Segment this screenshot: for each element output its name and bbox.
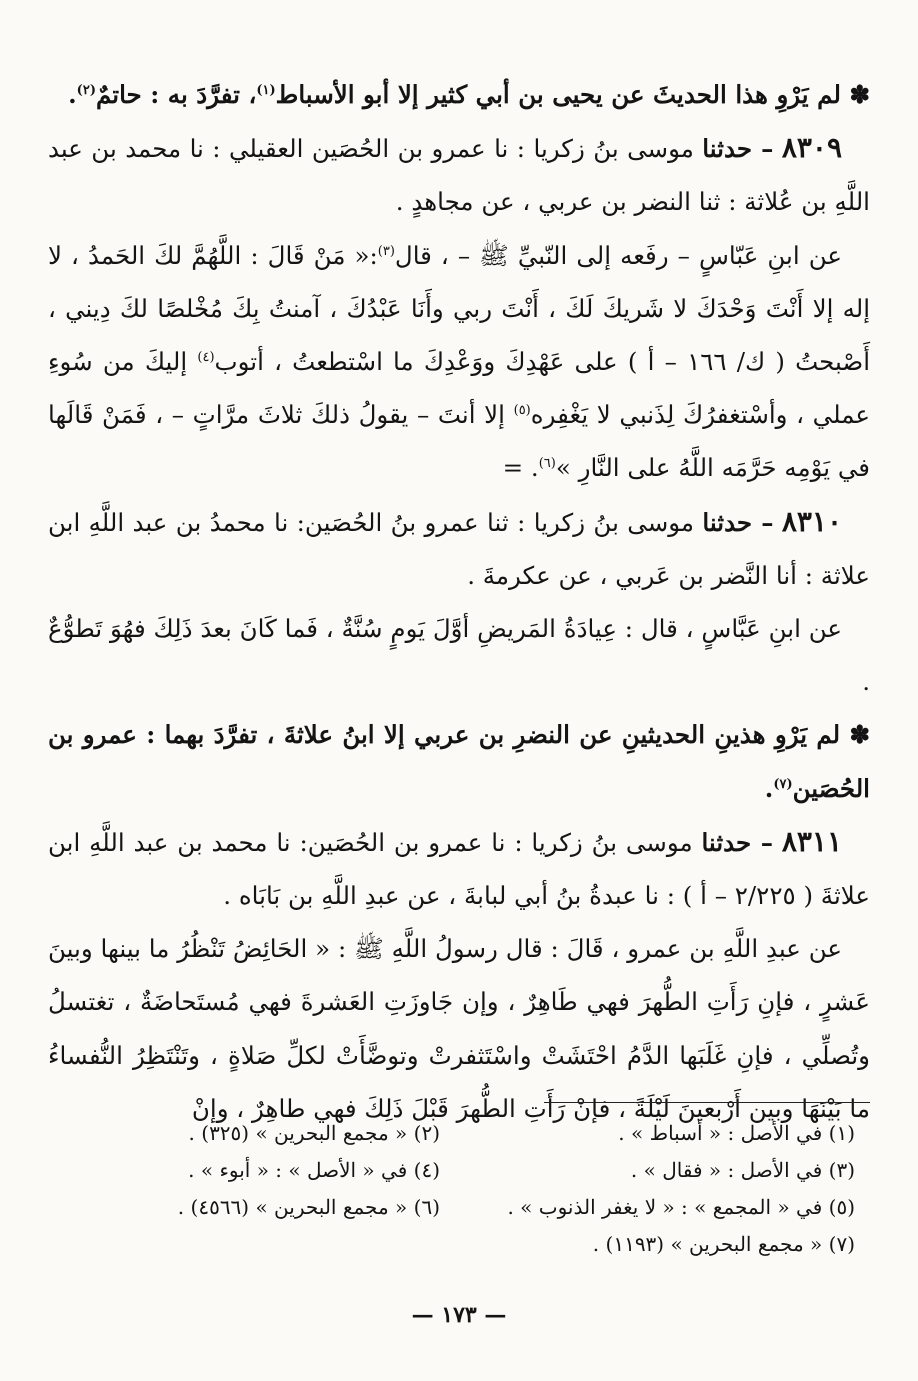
remark-paragraph — [48, 68, 870, 121]
footnote-text: في « الأصل » : « أبوء » . — [188, 1158, 408, 1182]
footnote-divider — [544, 1102, 870, 1103]
page-number: — ١٧٣ — — [411, 1302, 507, 1328]
footnote-ref: (٥) — [513, 403, 531, 419]
footnote-number: (٣) — [828, 1158, 855, 1182]
remark-text: . — [68, 80, 77, 109]
footnote-number: (٦) — [413, 1195, 440, 1219]
matn-text: إلا أنتَ – يقولُ ذلكَ ثلاثَ مرَّاتٍ – ، فَمَنْ قَالَها في يَوْمِه حَرَّمَه اللَّهُ على النَّارِ » — [48, 400, 870, 483]
footnote-4 — [188, 1155, 440, 1185]
hadith-8310-isnad — [48, 495, 870, 602]
footnote-ref: (٦) — [538, 456, 556, 472]
remark-text: ✽ لم يَرْوِ هذا الحديثَ عن يحيى بن أبي كثير إلا أبو الأسباط — [275, 80, 870, 109]
footnote-text: « مجمع البحرين » (٤٥٦٦) . — [177, 1195, 408, 1219]
hadith-8310-matn — [48, 602, 870, 708]
footnote-ref: (٣) — [377, 243, 395, 259]
footnote-text: في الأصل : « أسباط » . — [618, 1121, 823, 1145]
remark-text: ✽ لم يَرْوِ هذينِ الحديثينِ عن النضرِ بن عربي إلا ابنُ علاثةَ ، تفرَّدَ بهما : عمرو بن الحُصَين — [48, 720, 870, 803]
footnote-row — [48, 1118, 870, 1158]
hadith-8311-matn — [48, 922, 870, 1135]
footnote-row — [48, 1155, 870, 1195]
matn-text: . = — [502, 453, 539, 483]
matn-text: عن عبدِ اللَّهِ بن عمرو ، قَالَ : قال رسولُ اللَّهِ ﷺ : « الحَائِضُ تَنْظُرُ ما بينها وبينَ عَشرٍ ، فإنِ رَأَتِ الطُّهرَ فهي طَاهِرٌ ، وإن جَاوزَتِ العَشرةَ فهي مُستَحاضَةٌ ، تغتسلُ وتُصلِّي ، فإنِ غَلَبَها الدَّمُ احْتَشَتْ واسْتَثفرتْ وتوضَّأَتْ لكلِّ صَلاةٍ ، وتَنْتَظِرُ النُّفساءُ ما بَيْنَهَا وبين أَرْبعينَ لَيْلَةً ، فإنْ رَأَتِ الطُّهرَ قَبْلَ ذَلِكَ فهي طاهِرٌ ، وإنْ — [48, 934, 870, 1123]
hadith-8309-isnad — [48, 121, 870, 228]
footnote-text: « مجمع البحرين » (٣٢٥) . — [188, 1121, 408, 1145]
footnote-number: (٧) — [828, 1232, 855, 1256]
footnote-2 — [189, 1118, 440, 1148]
footnote-5 — [507, 1192, 855, 1222]
hadith-number: ٨٣١٠ — [781, 504, 842, 538]
footnote-text: في « المجمع » : « لا يغفر الذنوب » . — [507, 1195, 823, 1219]
hadith-lead: – حدثنا — [702, 507, 774, 537]
hadith-8309-matn — [48, 229, 870, 495]
footnote-number: (١) — [828, 1121, 855, 1145]
footnote-row — [48, 1192, 870, 1232]
matn-text: :« مَنْ قَالَ : اللَّهُمَّ لكَ الحَمدُ ، لا إله إلا أَنْتَ وَحْدَكَ لا شَريكَ لَكَ ، أَنْتَ ربي وأَنَا عَبْدُكَ ، آمنتُ بِكَ مُخْلصًا لكَ دِيني ، أَصْبحتُ ( ك/ ١٦٦ – أ ) على عَهْدِكَ ووَعْدِكَ ما اسْتطعتُ ، أتوب — [48, 240, 871, 377]
footnote-3 — [631, 1155, 855, 1185]
remark-text: . — [764, 773, 774, 803]
footnote-1 — [618, 1118, 855, 1148]
hadith-lead: – حدثنا — [701, 827, 773, 857]
main-text — [48, 68, 870, 1135]
matn-text: عن ابنِ عَبّاسٍ – رفَعه إلى النّبيِّ ﷺ – ، قال — [394, 240, 842, 270]
hadith-number: ٨٣٠٩ — [781, 131, 842, 165]
hadith-number: ٨٣١١ — [781, 824, 842, 858]
footnote-number: (٥) — [828, 1195, 855, 1219]
isnad-text: موسى بنُ زكريا : نا عمرو بن الحُصَين العقيلي : نا محمد بن عبد اللَّهِ بن عُلاثة : ثنا النضر بن عربي ، عن مجاهدٍ . — [48, 134, 870, 217]
isnad-text: موسى بنُ زكريا : ثنا عمرو بنُ الحُصَين: نا محمدُ بن عبد اللَّهِ ابن علاثة : أنا النَّضر بن عَربي ، عن عكرمةَ . — [48, 507, 870, 590]
matn-text: إليكَ من سُوءِ عملي ، وأسْتغفرُكَ لِذَنبي لا يَغْفِره — [48, 347, 870, 430]
hadith-lead: – حدثنا — [702, 134, 774, 164]
hadith-8311-isnad — [48, 815, 870, 922]
footnote-7 — [593, 1229, 855, 1259]
footnote-text: « مجمع البحرين » (١١٩٣) . — [592, 1232, 823, 1256]
footnote-ref: (٢) — [76, 82, 96, 98]
remark-paragraph — [48, 708, 870, 814]
footnote-row — [48, 1229, 870, 1269]
footnote-text: في الأصل : « فقال » . — [630, 1158, 823, 1182]
isnad-text: موسى بنُ زكريا : نا عمرو بن الحُصَين: نا محمد بن عبد اللَّهِ ابن علاثةَ ( ٢/٢٢٥ – أ ) : نا عبدةُ بنُ أبي لبابةَ ، عن عبدِ اللَّهِ بن بَابَاه . — [48, 827, 870, 911]
remark-text: ، تفرَّدَ به : حاتمٌ — [95, 80, 257, 109]
footnote-ref: (١) — [256, 82, 276, 98]
footnote-ref: (٤) — [197, 349, 215, 365]
footnote-ref: (٧) — [773, 776, 793, 792]
matn-text: عن ابنِ عَبَّاسٍ ، قال : عِيادَةُ المَريضِ أوَّلَ يَومٍ سُنَّةٌ ، فَما كَانَ بعدَ ذَلِكَ فهُوَ تَطوُّعٌ . — [48, 614, 870, 697]
footnote-number: (٢) — [413, 1121, 440, 1145]
footnote-6 — [178, 1192, 440, 1222]
footnote-number: (٤) — [413, 1158, 440, 1182]
